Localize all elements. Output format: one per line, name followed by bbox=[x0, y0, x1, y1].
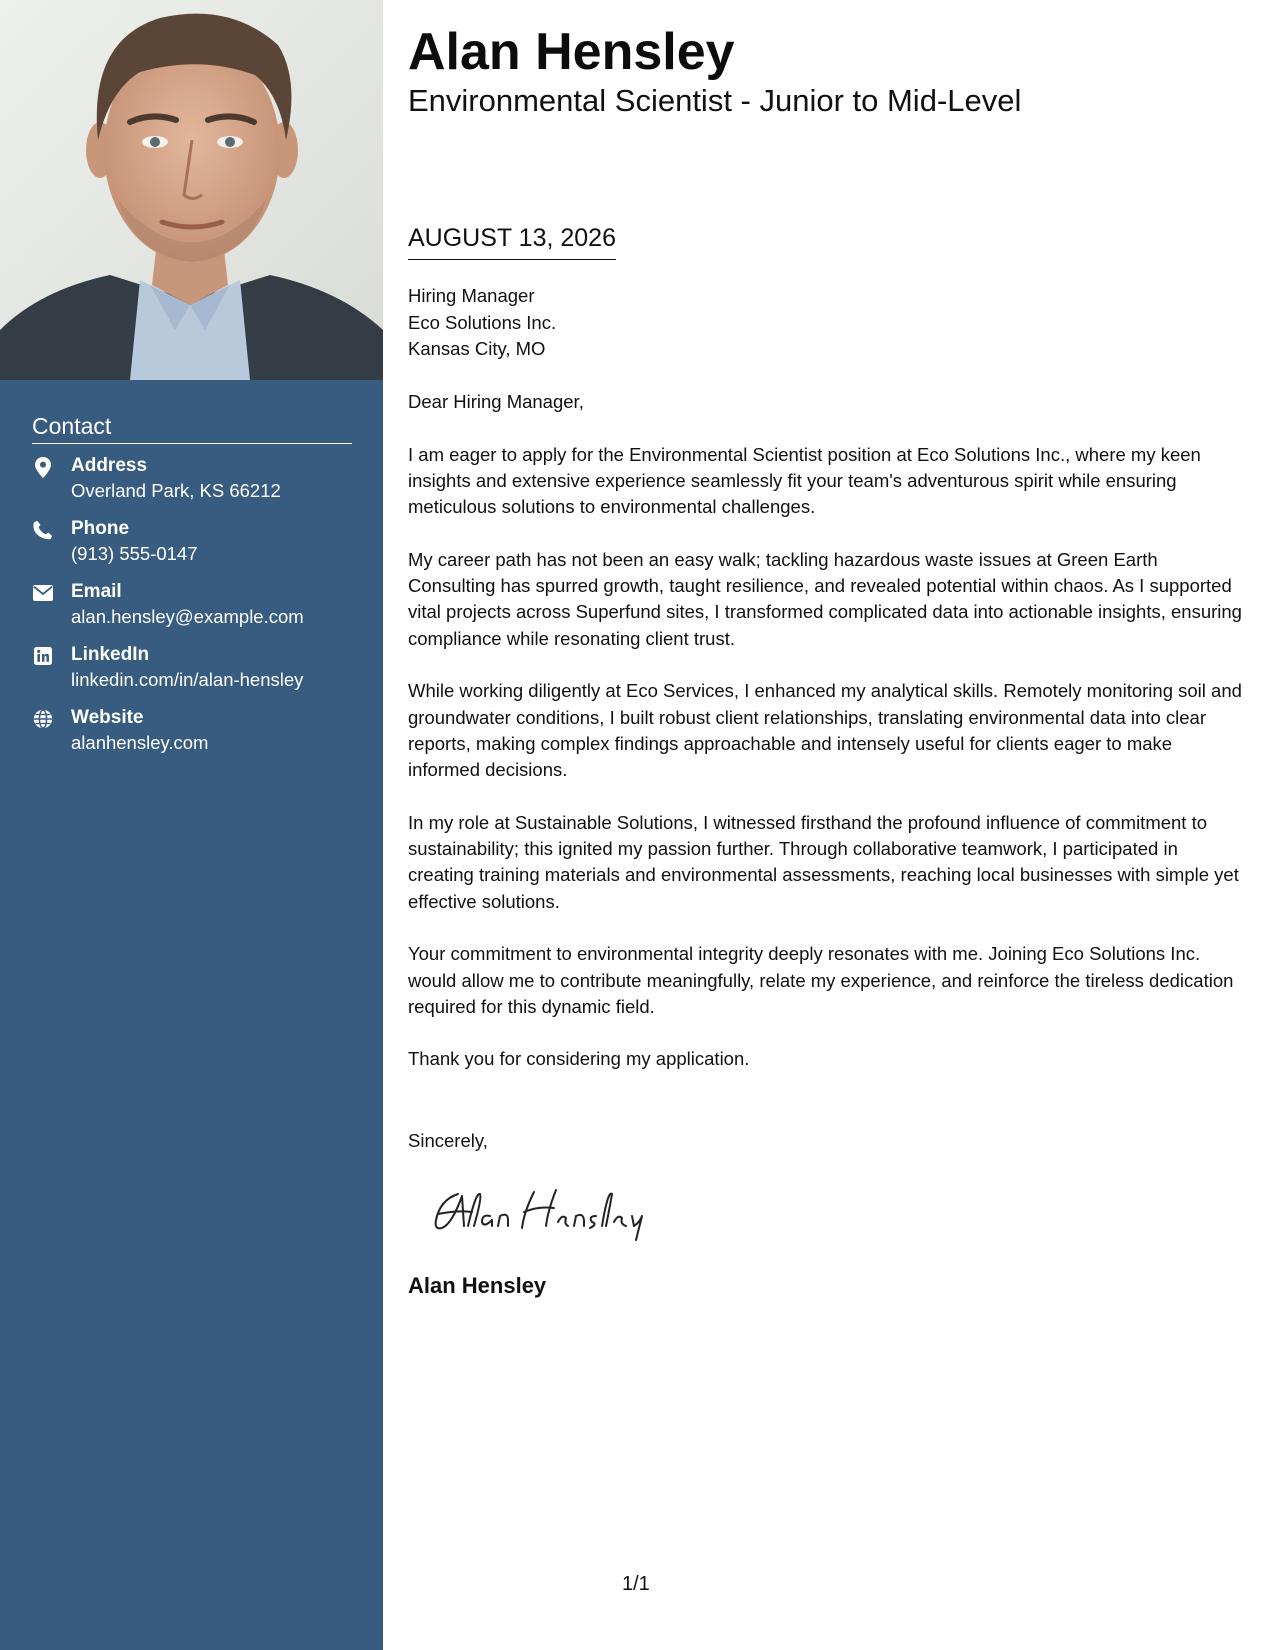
letter-date: AUGUST 13, 2026 bbox=[408, 222, 616, 260]
contact-heading: Contact bbox=[32, 412, 352, 444]
paragraph: While working diligently at Eco Services, I enhanced my analytical skills. Remotely monitoring soil and groundwater conditions, I built robust client relationships, translating environmental data into clear reports, making complex findings approachable and intensely useful for clients eager to make informed decisions. bbox=[408, 680, 1242, 781]
map-pin-icon bbox=[32, 456, 54, 478]
job-title: Environmental Scientist - Junior to Mid-Level bbox=[408, 83, 1022, 118]
paragraph: I am eager to apply for the Environmental Scientist position at Eco Solutions Inc., where my keen insights and extensive experience seamlessly fit your team's adventurous spirit while ensuring meticulous solutions to environmental challenges. bbox=[408, 443, 1201, 518]
paragraph: My career path has not been an easy walk; tackling hazardous waste issues at Green Earth Consulting has spurred growth, taught resilience, and revealed potential within chaos. As I supported vital projects across Superfund sites, I transformed complicated data into actionable insights, ensuring compliance while resonating client trust. bbox=[408, 548, 1242, 649]
recipient-company: Eco Solutions Inc. bbox=[408, 311, 557, 333]
recipient-title: Hiring Manager bbox=[408, 285, 535, 306]
signer-name: Alan Hensley bbox=[408, 1273, 547, 1298]
address-value: Overland Park, KS 66212 bbox=[71, 480, 281, 501]
salutation: Dear Hiring Manager, bbox=[408, 391, 584, 412]
contact-item-email bbox=[32, 580, 352, 643]
address-label: Address bbox=[71, 455, 148, 476]
email-label: Email bbox=[71, 581, 122, 602]
contact-section bbox=[32, 412, 352, 769]
closing: Sincerely, bbox=[408, 1130, 488, 1151]
email-value[interactable]: alan.hensley@example.com bbox=[71, 606, 304, 627]
profile-photo bbox=[0, 0, 383, 380]
linkedin-value[interactable]: linkedin.com/in/alan-hensley bbox=[71, 669, 304, 690]
handwritten-signature bbox=[428, 1182, 668, 1242]
website-value[interactable]: alanhensley.com bbox=[71, 732, 209, 753]
phone-value: (913) 555-0147 bbox=[71, 543, 198, 564]
phone-label: Phone bbox=[71, 518, 130, 539]
contact-item-phone bbox=[32, 517, 352, 580]
envelope-icon bbox=[32, 582, 54, 604]
applicant-name: Alan Hensley bbox=[408, 23, 735, 81]
page-number: 1/1 bbox=[622, 1573, 650, 1595]
paragraph: Thank you for considering my application. bbox=[408, 1048, 750, 1070]
paragraph: In my role at Sustainable Solutions, I witnessed firsthand the profound influence of commitment to sustainability; this ignited my passion further. Through collaborative teamwork, I participated in creating training materials and environmental assessments, reaching local businesses with simple yet effective solutions. bbox=[408, 811, 1239, 912]
linkedin-label: LinkedIn bbox=[71, 644, 150, 665]
website-label: Website bbox=[71, 707, 144, 728]
recipient-block bbox=[408, 283, 556, 363]
globe-icon bbox=[32, 708, 54, 730]
contact-item-address bbox=[32, 454, 352, 517]
sidebar bbox=[0, 0, 383, 1650]
letter-body bbox=[408, 389, 1248, 1099]
paragraph: Your commitment to environmental integrity deeply resonates with me. Joining Eco Solutions Inc. would allow me to contribute meaningfully, relate my experience, and reinforce the tireless dedication required for this dynamic field. bbox=[408, 943, 1234, 1017]
recipient-location: Kansas City, MO bbox=[408, 338, 546, 359]
contact-item-website bbox=[32, 706, 352, 769]
phone-icon bbox=[32, 519, 54, 541]
linkedin-icon bbox=[32, 645, 54, 667]
contact-item-linkedin bbox=[32, 643, 352, 706]
